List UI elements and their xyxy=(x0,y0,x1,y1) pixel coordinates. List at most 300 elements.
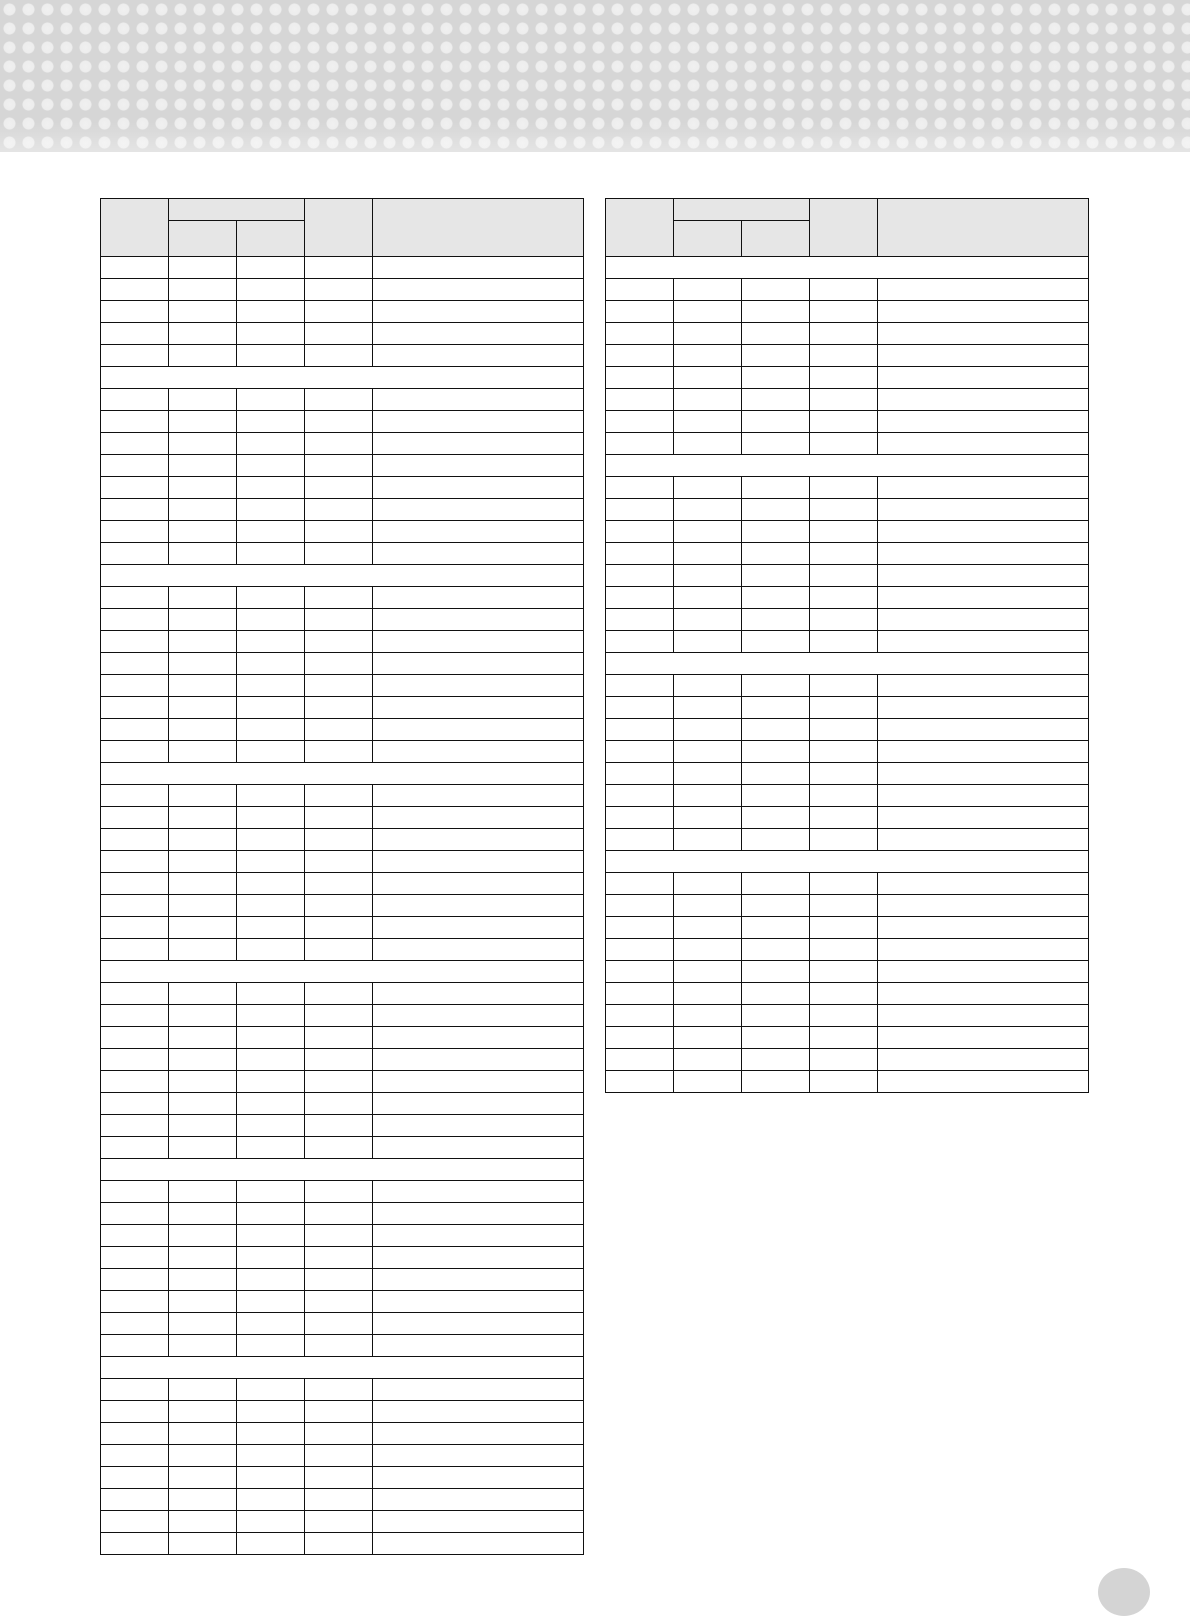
table-row xyxy=(101,1489,584,1511)
table-cell xyxy=(305,873,373,895)
table-cell xyxy=(742,1027,810,1049)
table-row xyxy=(101,1445,584,1467)
table-row xyxy=(606,477,1089,499)
table-cell xyxy=(101,1313,169,1335)
table-cell xyxy=(237,895,305,917)
table-cell xyxy=(742,741,810,763)
table-row xyxy=(101,807,584,829)
table-cell xyxy=(169,1335,237,1357)
table-row xyxy=(101,521,584,543)
table-cell xyxy=(742,917,810,939)
group-row xyxy=(101,565,584,587)
group-label-cell xyxy=(101,367,584,389)
group-label-cell xyxy=(101,1357,584,1379)
table-cell xyxy=(237,1093,305,1115)
table-row xyxy=(606,829,1089,851)
table-cell xyxy=(674,917,742,939)
table-cell xyxy=(305,543,373,565)
table-row xyxy=(606,279,1089,301)
table-cell xyxy=(373,257,584,279)
table-cell xyxy=(101,873,169,895)
table-row xyxy=(606,1005,1089,1027)
table-row xyxy=(606,807,1089,829)
table-cell xyxy=(878,521,1089,543)
table-row xyxy=(606,411,1089,433)
table-cell xyxy=(101,543,169,565)
group-row xyxy=(101,961,584,983)
table-cell xyxy=(305,741,373,763)
table-cell xyxy=(237,345,305,367)
table-cell xyxy=(373,587,584,609)
table-cell xyxy=(169,411,237,433)
table-cell xyxy=(606,433,674,455)
table-row xyxy=(101,1467,584,1489)
table-cell xyxy=(101,1137,169,1159)
table-cell xyxy=(101,1203,169,1225)
table-cell xyxy=(101,499,169,521)
table-cell xyxy=(742,939,810,961)
table-cell xyxy=(674,939,742,961)
table-row xyxy=(606,939,1089,961)
table-cell xyxy=(101,1445,169,1467)
table-cell xyxy=(373,719,584,741)
group-row xyxy=(101,367,584,389)
table-cell xyxy=(878,389,1089,411)
table-cell xyxy=(101,1423,169,1445)
table-cell xyxy=(878,477,1089,499)
table-cell xyxy=(878,433,1089,455)
table-cell xyxy=(373,1225,584,1247)
table-cell xyxy=(101,785,169,807)
table-cell xyxy=(742,367,810,389)
table-cell xyxy=(878,697,1089,719)
table-cell xyxy=(101,1489,169,1511)
table-cell xyxy=(169,455,237,477)
table-cell xyxy=(606,917,674,939)
table-cell xyxy=(674,587,742,609)
table-cell xyxy=(878,829,1089,851)
table-cell xyxy=(169,983,237,1005)
table-cell xyxy=(606,1027,674,1049)
table-cell xyxy=(237,1049,305,1071)
table-row xyxy=(101,587,584,609)
table-cell xyxy=(305,631,373,653)
table-row xyxy=(606,741,1089,763)
table-cell xyxy=(810,1071,878,1093)
table-cell xyxy=(742,433,810,455)
table-cell xyxy=(101,455,169,477)
table-cell xyxy=(169,1225,237,1247)
table-cell xyxy=(101,323,169,345)
table-cell xyxy=(169,1027,237,1049)
table-cell xyxy=(101,1049,169,1071)
table-cell xyxy=(373,301,584,323)
table-cell xyxy=(878,367,1089,389)
table-row xyxy=(101,1115,584,1137)
table-cell xyxy=(101,917,169,939)
table-cell xyxy=(373,455,584,477)
table-cell xyxy=(237,741,305,763)
table-cell xyxy=(237,939,305,961)
table-cell xyxy=(169,697,237,719)
table-cell xyxy=(742,807,810,829)
table-cell xyxy=(878,609,1089,631)
table-cell xyxy=(237,807,305,829)
table-cell xyxy=(606,301,674,323)
table-row xyxy=(101,653,584,675)
table-row xyxy=(101,1093,584,1115)
table-row xyxy=(101,873,584,895)
table-cell xyxy=(305,1247,373,1269)
table-cell xyxy=(373,1049,584,1071)
table-cell xyxy=(169,433,237,455)
table-cell xyxy=(674,1049,742,1071)
table-cell xyxy=(878,917,1089,939)
table-cell xyxy=(810,389,878,411)
table-cell xyxy=(305,895,373,917)
table-cell xyxy=(305,455,373,477)
table-cell xyxy=(305,1005,373,1027)
table-cell xyxy=(878,895,1089,917)
table-cell xyxy=(742,675,810,697)
table-cell xyxy=(606,983,674,1005)
table-cell xyxy=(237,257,305,279)
table-row xyxy=(101,1247,584,1269)
table-cell xyxy=(742,1049,810,1071)
table-row xyxy=(101,1005,584,1027)
table-cell xyxy=(810,411,878,433)
table-cell xyxy=(606,345,674,367)
table-cell xyxy=(237,1511,305,1533)
table-cell xyxy=(237,1115,305,1137)
table-cell xyxy=(237,1071,305,1093)
table-cell xyxy=(101,895,169,917)
table-cell xyxy=(742,873,810,895)
table-cell xyxy=(373,917,584,939)
table-row xyxy=(606,345,1089,367)
table-cell xyxy=(101,345,169,367)
table-cell xyxy=(169,587,237,609)
table-cell xyxy=(373,1269,584,1291)
table-cell xyxy=(169,719,237,741)
table-cell xyxy=(169,1467,237,1489)
table-cell xyxy=(169,917,237,939)
table-cell xyxy=(169,1137,237,1159)
table-cell xyxy=(878,1027,1089,1049)
table-row xyxy=(101,895,584,917)
table-row xyxy=(101,279,584,301)
table-cell xyxy=(237,1027,305,1049)
table-cell xyxy=(237,279,305,301)
table-cell xyxy=(810,345,878,367)
table-cell xyxy=(810,521,878,543)
table-row xyxy=(101,785,584,807)
table-cell xyxy=(169,609,237,631)
table-cell xyxy=(742,719,810,741)
table-cell xyxy=(305,477,373,499)
table-row xyxy=(606,763,1089,785)
table-cell xyxy=(237,1203,305,1225)
table-cell xyxy=(237,587,305,609)
table-row xyxy=(101,1511,584,1533)
table-cell xyxy=(169,389,237,411)
table-cell xyxy=(101,1401,169,1423)
table-cell xyxy=(237,873,305,895)
table-row xyxy=(606,631,1089,653)
table-cell xyxy=(237,653,305,675)
table-cell xyxy=(810,829,878,851)
table-row xyxy=(101,1291,584,1313)
table-cell xyxy=(606,323,674,345)
table-cell xyxy=(305,1071,373,1093)
group-label-cell xyxy=(606,455,1089,477)
group-label-cell xyxy=(101,763,584,785)
table-row xyxy=(101,1313,584,1335)
table-cell xyxy=(305,521,373,543)
table-cell xyxy=(169,499,237,521)
table-cell xyxy=(169,631,237,653)
table-cell xyxy=(373,1291,584,1313)
group-label-cell xyxy=(606,851,1089,873)
table-row xyxy=(101,851,584,873)
table-row xyxy=(606,323,1089,345)
table-cell xyxy=(606,961,674,983)
table-cell xyxy=(742,499,810,521)
table-cell xyxy=(878,763,1089,785)
table-cell xyxy=(674,499,742,521)
table-cell xyxy=(101,1269,169,1291)
table-row xyxy=(606,961,1089,983)
table-cell xyxy=(305,851,373,873)
table-cell xyxy=(606,697,674,719)
table-cell xyxy=(878,961,1089,983)
table-row xyxy=(101,543,584,565)
table-row xyxy=(606,1027,1089,1049)
table-cell xyxy=(810,961,878,983)
table-cell xyxy=(237,983,305,1005)
table-cell xyxy=(674,961,742,983)
table-cell xyxy=(169,1071,237,1093)
table-cell xyxy=(169,279,237,301)
table-cell xyxy=(169,1093,237,1115)
table-cell xyxy=(674,675,742,697)
data-table-left xyxy=(100,198,584,1555)
table-cell xyxy=(373,631,584,653)
table-row xyxy=(101,1181,584,1203)
table-cell xyxy=(237,631,305,653)
table-cell xyxy=(101,1005,169,1027)
table-row xyxy=(606,895,1089,917)
table-cell xyxy=(674,1071,742,1093)
table-cell xyxy=(305,389,373,411)
table-cell xyxy=(237,917,305,939)
table-cell xyxy=(373,1203,584,1225)
table-cell xyxy=(674,983,742,1005)
table-cell xyxy=(169,477,237,499)
table-cell xyxy=(237,455,305,477)
table-cell xyxy=(237,543,305,565)
table-cell xyxy=(169,939,237,961)
table-cell xyxy=(810,1027,878,1049)
table-cell xyxy=(305,499,373,521)
table-cell xyxy=(606,279,674,301)
table-cell xyxy=(373,1467,584,1489)
table-cell xyxy=(810,499,878,521)
table-cell xyxy=(878,565,1089,587)
table-cell xyxy=(373,1181,584,1203)
table-cell xyxy=(674,565,742,587)
table-cell xyxy=(305,609,373,631)
group-label-cell xyxy=(101,1159,584,1181)
table-cell xyxy=(373,543,584,565)
table-cell xyxy=(373,697,584,719)
table-cell xyxy=(606,411,674,433)
table-cell xyxy=(101,851,169,873)
group-label-cell xyxy=(101,565,584,587)
table-cell xyxy=(674,785,742,807)
table-cell xyxy=(878,543,1089,565)
table-cell xyxy=(810,609,878,631)
table-cell xyxy=(169,1379,237,1401)
table-cell xyxy=(373,411,584,433)
table-cell xyxy=(810,323,878,345)
table-cell xyxy=(305,829,373,851)
table-cell xyxy=(810,631,878,653)
table-cell xyxy=(878,741,1089,763)
table-cell xyxy=(373,675,584,697)
table-cell xyxy=(373,477,584,499)
table-cell xyxy=(606,543,674,565)
table-cell xyxy=(742,345,810,367)
header-subcell xyxy=(674,221,742,257)
table-cell xyxy=(373,741,584,763)
table-cell xyxy=(674,279,742,301)
table-row xyxy=(101,301,584,323)
table-cell xyxy=(305,1511,373,1533)
table-cell xyxy=(305,1489,373,1511)
table-cell xyxy=(373,609,584,631)
group-row xyxy=(606,653,1089,675)
table-cell xyxy=(237,521,305,543)
table-cell xyxy=(237,1533,305,1555)
table-cell xyxy=(169,257,237,279)
table-cell xyxy=(373,851,584,873)
table-cell xyxy=(101,1533,169,1555)
table-row xyxy=(101,1335,584,1357)
table-cell xyxy=(373,1423,584,1445)
table-cell xyxy=(606,873,674,895)
table-cell xyxy=(742,565,810,587)
header-cell xyxy=(606,199,674,257)
table-row xyxy=(101,499,584,521)
table-cell xyxy=(810,565,878,587)
table-cell xyxy=(305,1291,373,1313)
table-cell xyxy=(810,873,878,895)
table-cell xyxy=(101,587,169,609)
table-row xyxy=(101,477,584,499)
header-cell xyxy=(810,199,878,257)
table-cell xyxy=(101,257,169,279)
table-cell xyxy=(606,499,674,521)
table-cell xyxy=(101,1379,169,1401)
table-cell xyxy=(305,983,373,1005)
table-row xyxy=(101,411,584,433)
table-cell xyxy=(606,763,674,785)
table-cell xyxy=(237,675,305,697)
table-cell xyxy=(169,543,237,565)
table-row xyxy=(101,1533,584,1555)
table-cell xyxy=(674,367,742,389)
table-cell xyxy=(101,1247,169,1269)
table-row xyxy=(101,829,584,851)
header-group-cell xyxy=(169,199,305,221)
table-cell xyxy=(169,521,237,543)
table-row xyxy=(101,675,584,697)
table-cell xyxy=(373,983,584,1005)
table-cell xyxy=(101,829,169,851)
table-cell xyxy=(373,1445,584,1467)
table-cell xyxy=(305,323,373,345)
table-cell xyxy=(305,1445,373,1467)
table-cell xyxy=(305,653,373,675)
table-cell xyxy=(742,961,810,983)
table-cell xyxy=(169,1005,237,1027)
table-row xyxy=(101,697,584,719)
table-cell xyxy=(101,1027,169,1049)
table-cell xyxy=(373,1379,584,1401)
table-cell xyxy=(742,785,810,807)
table-row xyxy=(101,1401,584,1423)
table-row xyxy=(101,983,584,1005)
table-cell xyxy=(237,1247,305,1269)
table-cell xyxy=(373,499,584,521)
table-cell xyxy=(674,1027,742,1049)
table-cell xyxy=(742,1005,810,1027)
table-cell xyxy=(305,1467,373,1489)
table-row xyxy=(606,587,1089,609)
header-subcell xyxy=(237,221,305,257)
table-row xyxy=(101,741,584,763)
table-cell xyxy=(810,983,878,1005)
table-cell xyxy=(878,345,1089,367)
header-subcell xyxy=(742,221,810,257)
table-cell xyxy=(305,1335,373,1357)
table-row xyxy=(101,917,584,939)
table-cell xyxy=(101,719,169,741)
table-cell xyxy=(742,301,810,323)
table-cell xyxy=(169,1423,237,1445)
table-row xyxy=(101,1137,584,1159)
table-cell xyxy=(878,411,1089,433)
table-cell xyxy=(305,719,373,741)
table-cell xyxy=(810,785,878,807)
table-cell xyxy=(742,631,810,653)
table-cell xyxy=(305,1049,373,1071)
table-row xyxy=(606,697,1089,719)
table-cell xyxy=(169,873,237,895)
table-cell xyxy=(373,1005,584,1027)
table-cell xyxy=(237,499,305,521)
table-cell xyxy=(810,279,878,301)
table-row xyxy=(101,631,584,653)
table-cell xyxy=(169,1401,237,1423)
table-row xyxy=(606,873,1089,895)
table-cell xyxy=(169,1203,237,1225)
table-row xyxy=(606,917,1089,939)
table-cell xyxy=(878,301,1089,323)
table-row xyxy=(606,983,1089,1005)
table-cell xyxy=(810,1049,878,1071)
